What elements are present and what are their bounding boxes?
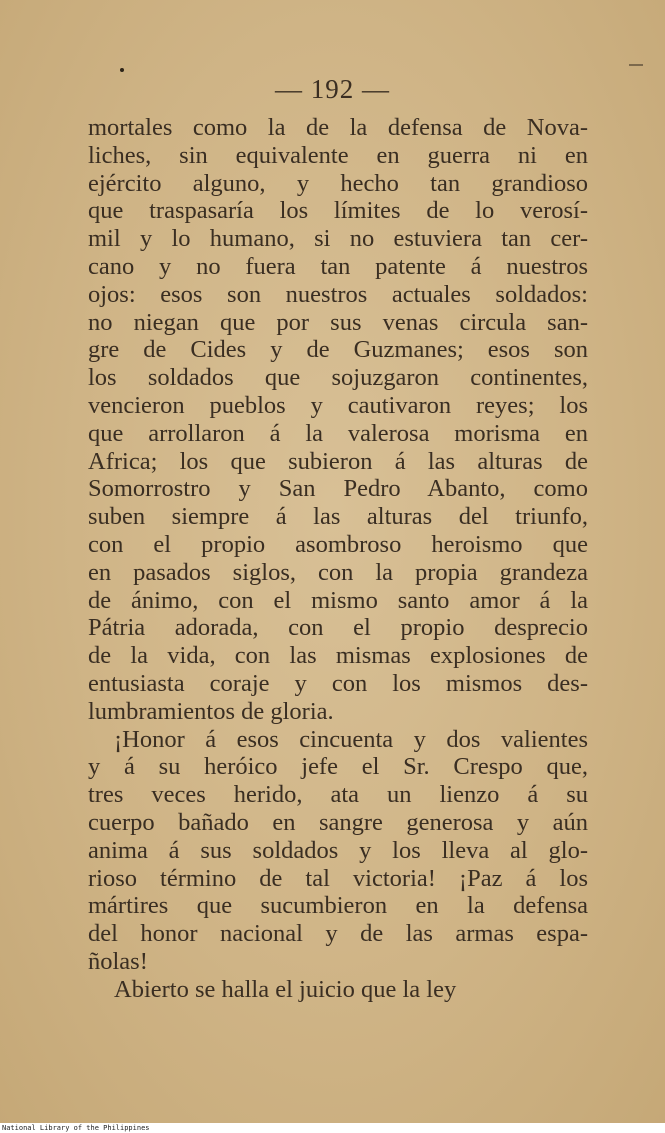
text-line: que arrollaron á la valerosa morisma en xyxy=(88,419,588,447)
text-line: en pasados siglos, con la propia grandeza xyxy=(88,558,588,586)
text-line: lumbramientos de gloria. xyxy=(88,697,334,725)
text-line: entusiasta coraje y con los mismos des- xyxy=(88,669,588,697)
text-line: no niegan que por sus venas circula san- xyxy=(88,308,588,336)
text-line: liches, sin equivalente en guerra ni en xyxy=(88,141,588,169)
text-line: rioso término de tal victoria! ¡Paz á los xyxy=(88,864,588,892)
text-line: anima á sus soldados y los lleva al glo- xyxy=(88,836,588,864)
text-line: gre de Cides y de Guzmanes; esos son xyxy=(88,336,588,364)
text-line: mortales como la de la defensa de Nova- xyxy=(88,114,588,141)
text-line: de la vida, con las mismas explosiones de xyxy=(88,642,588,670)
text-line: cuerpo bañado en sangre generosa y aún xyxy=(88,808,588,836)
text-line: ejército alguno, y hecho tan grandioso xyxy=(88,169,588,197)
text-line: del honor nacional y de las armas espa- xyxy=(88,920,588,948)
text-line: Pátria adorada, con el propio desprecio xyxy=(88,614,588,642)
text-line: mártires que sucumbieron en la defensa xyxy=(88,892,588,920)
ink-speck xyxy=(120,68,124,72)
text-line: que traspasaría los límites de lo verosí- xyxy=(88,197,588,225)
text-line: tres veces herido, ata un lienzo á su xyxy=(88,781,588,809)
text-line: y á su heróico jefe el Sr. Crespo que, xyxy=(88,753,588,781)
text-line: los soldados que sojuzgaron continentes, xyxy=(88,364,588,392)
text-line: ñolas! xyxy=(88,947,148,975)
text-line: ojos: esos son nuestros actuales soldados: xyxy=(88,280,588,308)
text-line: Abierto se halla el juicio que la ley xyxy=(114,975,457,1003)
body-text xyxy=(88,114,588,1004)
text-line: Somorrostro y San Pedro Abanto, como xyxy=(88,475,588,503)
text-line: ¡Honor á esos cincuenta y dos valientes xyxy=(114,725,588,753)
text-line: vencieron pueblos y cautivaron reyes; los xyxy=(88,391,588,419)
page-number: — 192 — xyxy=(275,74,390,104)
library-stamp xyxy=(0,1123,665,1133)
text-line: cano y no fuera tan patente á nuestros xyxy=(88,252,588,280)
edge-mark xyxy=(629,64,643,66)
library-stamp-text: National Library of the Philippines xyxy=(2,1124,150,1132)
text-line: de ánimo, con el mismo santo amor á la xyxy=(88,586,588,614)
text-line: suben siempre á las alturas del triunfo, xyxy=(88,503,588,531)
text-line: Africa; los que subieron á las alturas de xyxy=(88,447,588,475)
text-line: mil y lo humano, si no estuviera tan cer- xyxy=(88,225,588,253)
text-line: con el propio asombroso heroismo que xyxy=(88,530,588,558)
